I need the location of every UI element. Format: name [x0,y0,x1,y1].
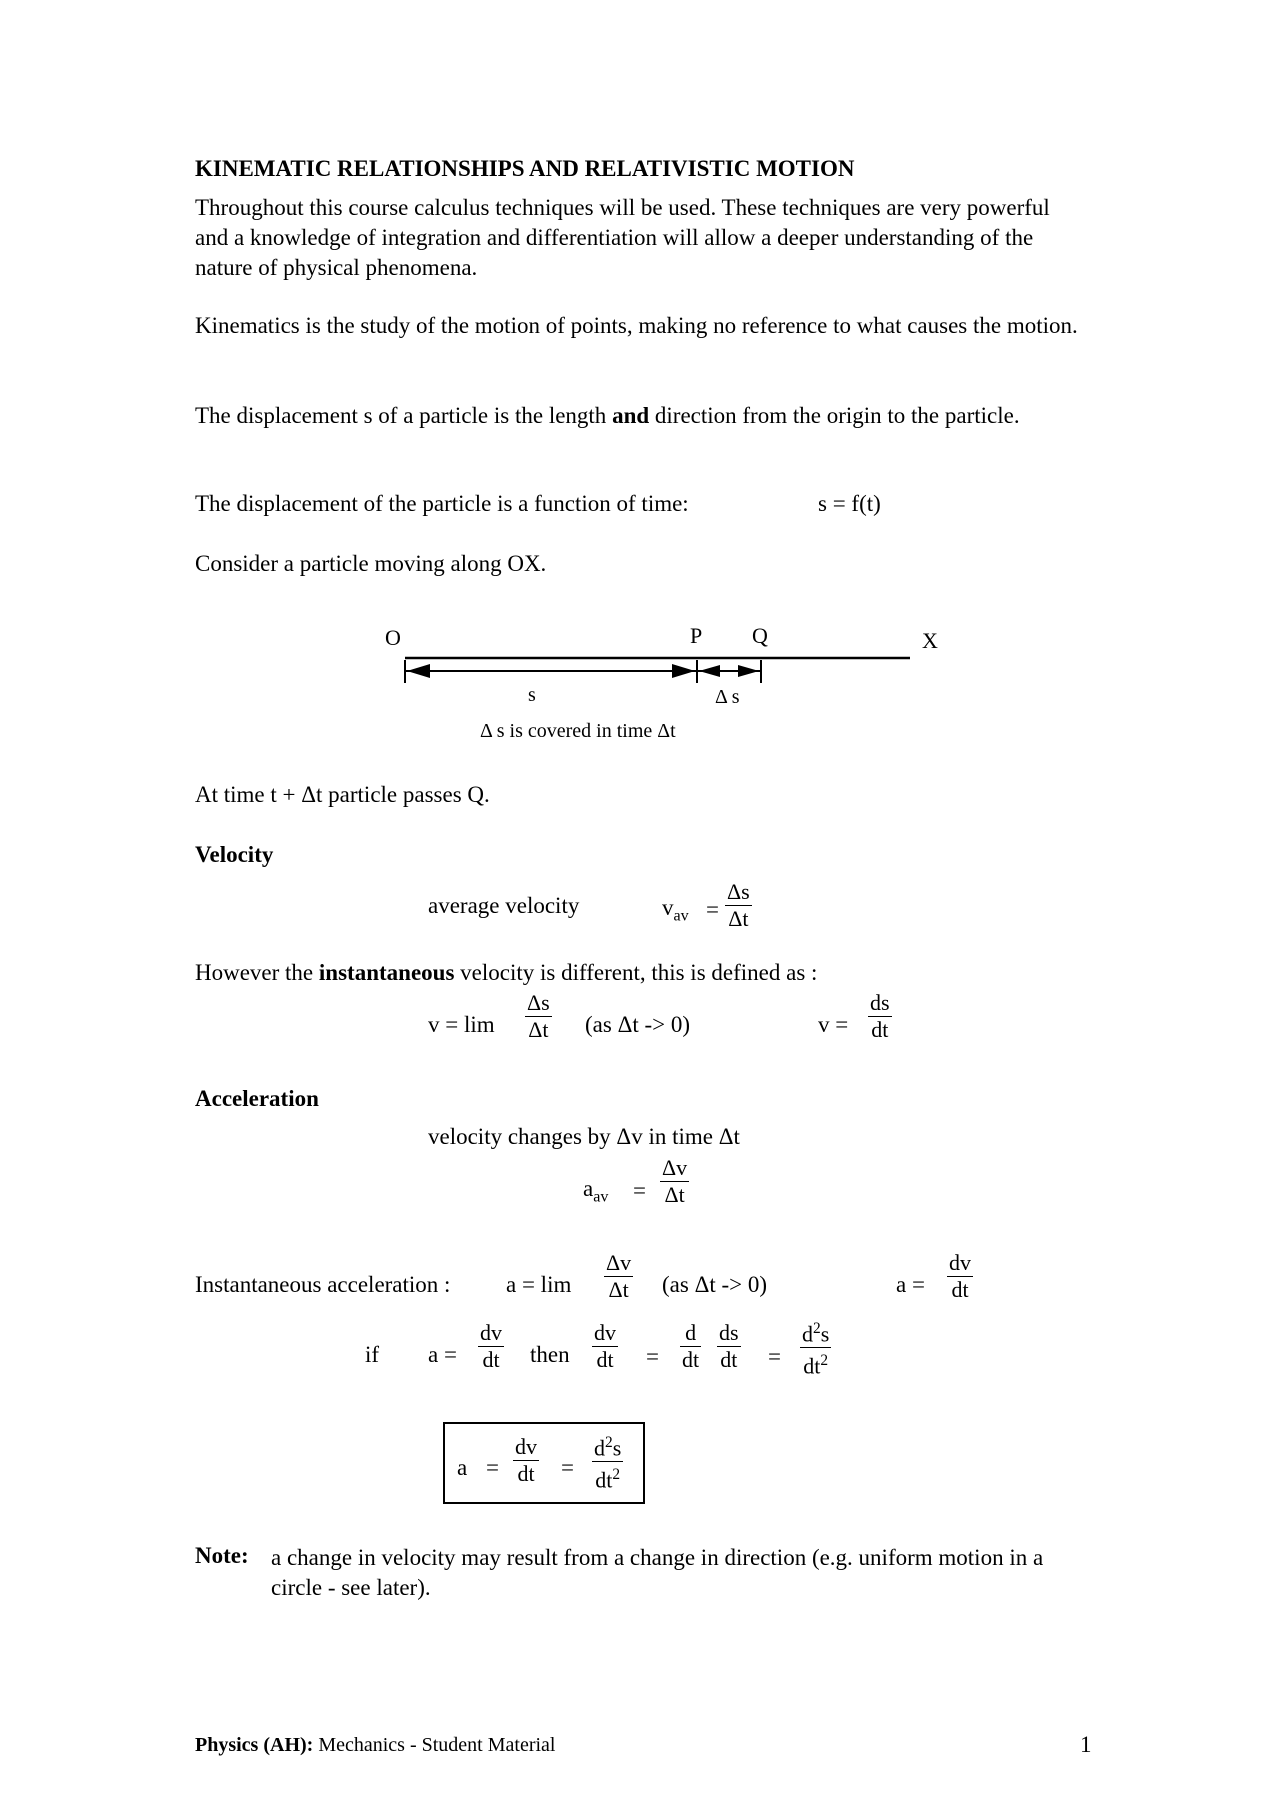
ds-numerator: ds [719,1320,739,1345]
vav-symbol: v [662,895,674,920]
velocity-derivative-denominator: dt [871,1017,889,1042]
vav-fraction [725,879,752,932]
note-text: a change in velocity may result from a change in direction (e.g. uniform motion in a circle - see later). [271,1545,1044,1600]
function-of-time-text: The displacement of the particle is a function of time: [195,491,689,516]
accel-limit-numerator: Δv [606,1250,632,1275]
vav-equals: = [706,897,719,922]
if-fraction [478,1320,504,1373]
diagram-caption: Δ s is covered in time Δt [480,720,676,742]
second-derivative-denominator [800,1348,831,1379]
accel-derivative-numerator: dv [949,1250,971,1275]
velocity-limit-numerator: Δs [527,990,550,1015]
box-d2-base: d [594,1435,605,1461]
diagram-label-ds: Δ s [715,686,740,708]
box-dt2-base: dt [595,1467,613,1493]
box-lhs: a [457,1455,468,1480]
aav-numerator: Δv [662,1155,688,1180]
box-fraction-2 [592,1430,623,1494]
velocity-limit-denominator: Δt [528,1017,549,1042]
kinematics-definition: Kinematics is the study of the motion of points, making no reference to what causes the motion. [195,313,1078,338]
note-label: Note: [195,1543,249,1568]
diagram-label-x: X [922,628,938,653]
s-arrow-left [407,664,430,678]
if-numerator: dv [480,1320,502,1345]
d2-tail: s [820,1321,830,1347]
accel-limit-lhs: a = lim [506,1272,572,1297]
velocity-limit-lhs: v = lim [428,1012,495,1037]
vav-lhs [662,895,689,926]
d2-sup: 2 [813,1320,821,1337]
then-denominator: dt [596,1347,614,1372]
velocity-limit-fraction [525,990,552,1043]
aav-fraction [660,1155,689,1208]
if-denominator: dt [482,1347,500,1372]
accel-derivative-denominator: dt [951,1277,969,1302]
velocity-derivative-numerator: ds [870,990,890,1015]
box-fraction-1 [513,1434,539,1487]
footer-bold: Physics (AH): [195,1734,314,1756]
ds-arrow-right [738,665,759,677]
second-derivative-numerator [800,1316,831,1348]
velocity-heading: Velocity [195,842,274,867]
velocity-change-text: velocity changes by Δv in time Δt [428,1124,740,1149]
vav-numerator: Δs [727,879,750,904]
displacement-post: direction from the origin to the particle. [649,403,1020,428]
then-numerator: dv [594,1320,616,1345]
accel-limit-condition: (as Δt -> 0) [662,1272,768,1297]
diagram-label-o: O [385,625,401,650]
velocity-derivative-lhs: v = [818,1012,849,1037]
intro-paragraph: Throughout this course calculus techniques will be used. These techniques are very powerful and a knowledge of integration and differentiation will allow a deeper understanding of the nature of physical phenomena. [195,195,1050,280]
d-dt-fraction [680,1320,701,1373]
dt2-sup: 2 [820,1352,829,1370]
footer-text [195,1734,555,1757]
accel-limit-fraction [604,1250,633,1303]
then-equals-1: = [646,1344,659,1369]
velocity-derivative-fraction [868,990,892,1043]
second-derivative-fraction [800,1316,831,1380]
ds-denominator: dt [720,1347,738,1372]
d2-base: d [802,1321,813,1347]
d-numerator: d [680,1320,701,1347]
inst-pre: However the [195,960,319,985]
then-word: then [530,1342,570,1367]
box-denominator-2 [592,1462,623,1493]
then-equals-2: = [768,1344,781,1369]
box-equals-2: = [561,1455,574,1480]
vav-subscript: av [673,907,689,925]
diagram-label-s: s [528,684,536,706]
box-d2-sup: 2 [605,1434,613,1451]
acceleration-heading: Acceleration [195,1086,319,1111]
if-lhs: a = [428,1342,457,1367]
function-of-time-equation: s = f(t) [818,491,881,516]
box-numerator-2 [592,1430,623,1462]
consider-text: Consider a particle moving along OX. [195,551,547,576]
displacement-pre: The displacement s of a particle is the length [195,403,613,428]
then-fraction [592,1320,618,1373]
box-denominator-1: dt [517,1461,535,1486]
box-numerator-1: dv [515,1434,537,1459]
aav-symbol: a [583,1176,594,1201]
aav-equals: = [633,1178,646,1203]
inst-bold: instantaneous [318,960,455,985]
aav-lhs [583,1176,608,1207]
dt2-base: dt [803,1353,821,1379]
displacement-bold: and [612,403,650,428]
accel-derivative-lhs: a = [896,1272,925,1297]
if-word: if [365,1342,380,1367]
velocity-limit-condition: (as Δt -> 0) [585,1012,691,1037]
accel-limit-denominator: Δt [608,1277,629,1302]
average-velocity-label: average velocity [428,893,580,918]
footer-rest: Mechanics - Student Material [313,1734,556,1756]
s-arrow-right [672,664,695,678]
diagram-label-p: P [690,623,703,648]
instantaneous-velocity-text [195,960,817,986]
box-d2-tail: s [612,1435,622,1461]
accel-derivative-fraction [947,1250,973,1303]
page-number: 1 [1080,1732,1092,1757]
motion-diagram [370,620,950,750]
aav-subscript: av [593,1188,609,1206]
ds-arrow-left [699,665,720,677]
inst-post: velocity is different, this is defined as : [454,960,818,985]
displacement-definition [195,401,1085,431]
ds-dt-fraction [717,1320,741,1373]
diagram-label-q: Q [752,623,768,648]
instantaneous-acceleration-label: Instantaneous acceleration : [195,1272,451,1297]
page-title: KINEMATIC RELATIONSHIPS AND RELATIVISTIC MOTION [195,156,855,181]
aav-denominator: Δt [664,1182,685,1207]
d-denominator: dt [682,1347,700,1372]
vav-denominator: Δt [728,906,749,931]
box-dt2-sup: 2 [612,1466,621,1484]
box-equals-1: = [486,1455,499,1480]
at-time-text: At time t + Δt particle passes Q. [195,782,490,807]
